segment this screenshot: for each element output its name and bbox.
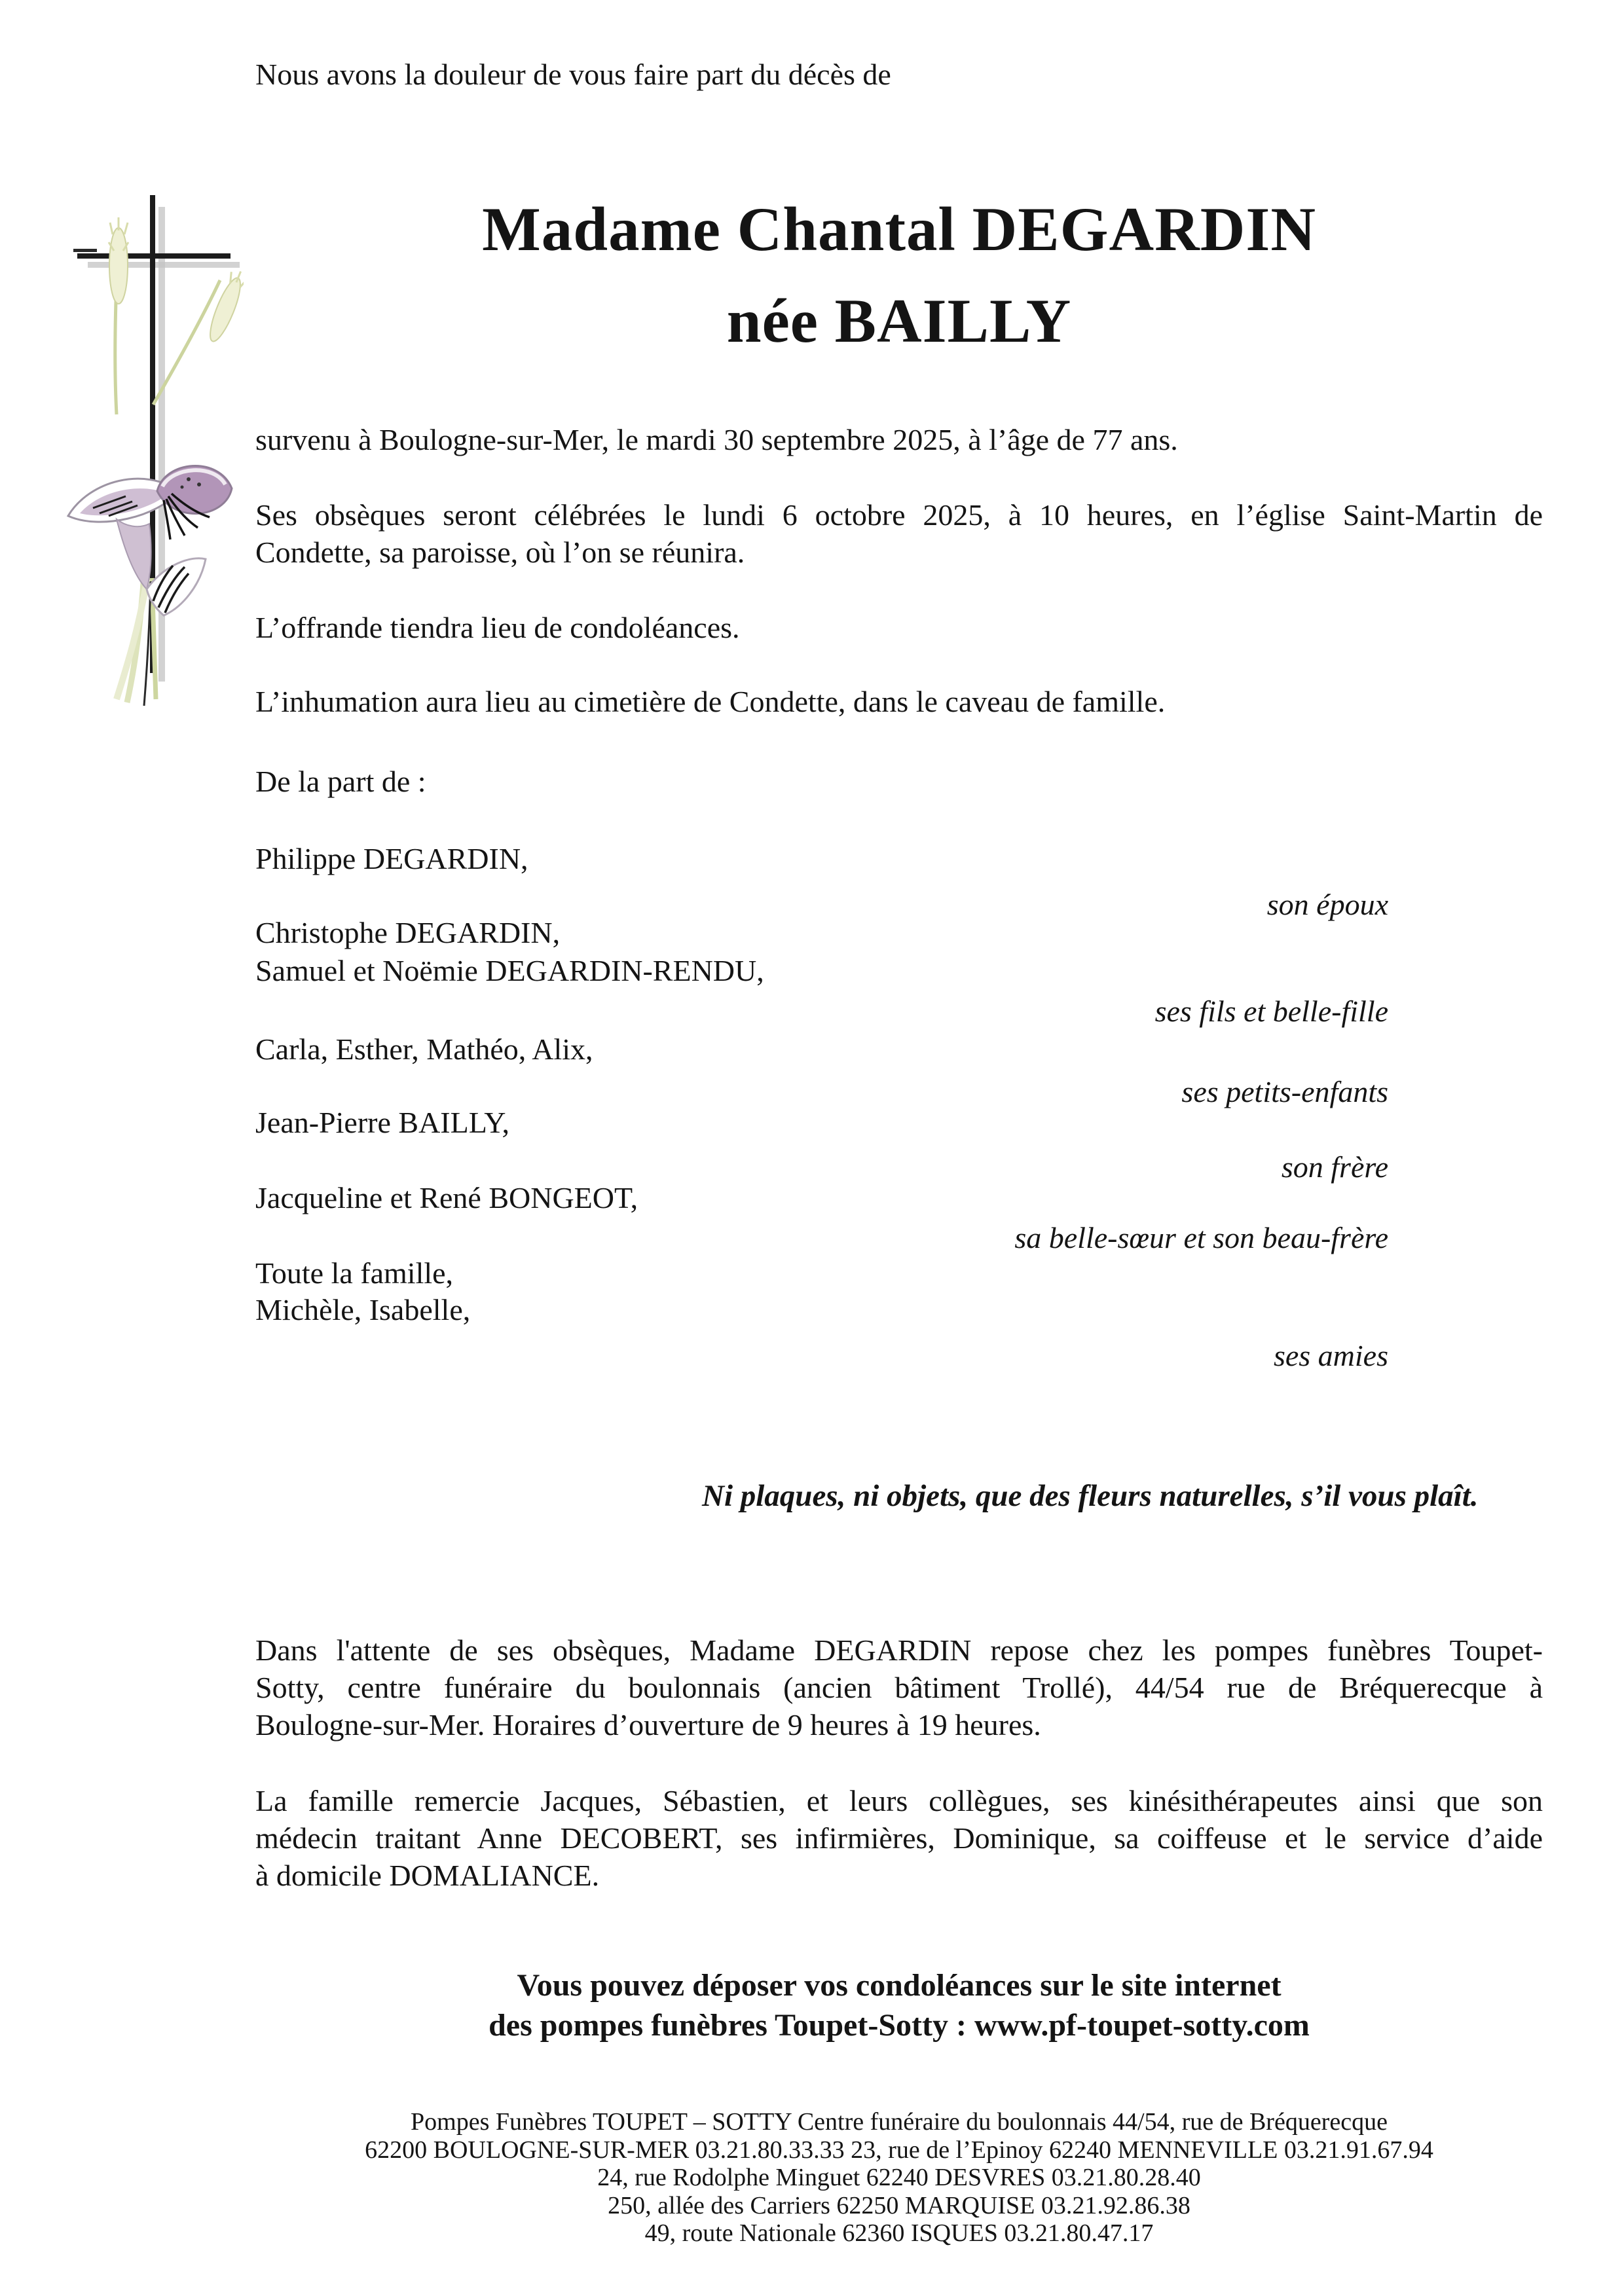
lily-funnel [117,519,151,589]
footer-line-4: 250, allée des Carriers 62250 MARQUISE 03.21.92.86.38 [608,2191,1190,2219]
flowers-only-note: Ni plaques, ni objets, que des fleurs naturelles, s’il vous plaît. [702,1479,1479,1513]
family-name-line: Toute la famille, [255,1256,454,1290]
deceased-maiden-name: née BAILLY [726,286,1072,355]
thanks-line-1: La famille remercie Jacques, Sébastien, et leurs collègues, ses kinésithérapeutes ainsi que son [255,1784,1543,1817]
burial-line: L’inhumation aura lieu au cimetière de Condette, dans le caveau de famille. [255,685,1166,718]
intro-line: Nous avons la douleur de vous faire part du décès de [255,58,891,91]
family-relation-line: ses amies [1273,1339,1388,1372]
family-name-line: Philippe DEGARDIN, [255,842,528,875]
funeral-line-2: Condette, sa paroisse, où l’on se réunira. [255,536,745,569]
cross-flowers-graphic [54,189,244,712]
lily-spot-1 [187,477,191,481]
lily-lower-petal [147,558,206,615]
footer-line-1: Pompes Funèbres TOUPET – SOTTY Centre funéraire du boulonnais 44/54, rue de Bréquerecque [411,2108,1388,2136]
funeral-home-footer [193,2108,1605,2248]
family-relation-line: son frère [1281,1150,1388,1184]
memorial-artwork [54,189,244,712]
repose-line-2: Sotty, centre funéraire du boulonnais (ancien bâtiment Trollé), 44/54 rue de Bréquerecque à [255,1671,1543,1704]
family-name-line: Jacqueline et René BONGEOT, [255,1181,638,1214]
thanks-line-3: à domicile DOMALIANCE. [255,1859,600,1892]
lily-petal-right [157,466,232,514]
family-relation-line: ses petits-enfants [1181,1075,1388,1108]
family-name-line: Christophe DEGARDIN, [255,916,561,949]
footer-line-5: 49, route Nationale 62360 ISQUES 03.21.80.47.17 [644,2219,1154,2247]
memorial-title [255,183,1543,367]
cross-left-tick [73,249,97,252]
family-name-line: Carla, Esther, Mathéo, Alix, [255,1032,593,1066]
death-date-line: survenu à Boulogne-sur-Mer, le mardi 30 septembre 2025, à l’âge de 77 ans. [255,423,1178,456]
repose-line-3: Boulogne-sur-Mer. Horaires d’ouverture de 9 heures à 19 heures. [255,1708,1041,1741]
deceased-name: Madame Chantal DEGARDIN [482,194,1316,264]
cross-horizontal-bar [77,253,231,259]
from-label: De la part de : [255,765,426,798]
family-relation-line: son époux [1266,888,1388,921]
wheat-ear-left [109,228,128,304]
family-name-line: Jean-Pierre BAILLY, [255,1106,509,1139]
family-name-line: Samuel et Noëmie DEGARDIN-RENDU, [255,954,764,987]
condolences-website-block [255,1965,1543,2045]
funeral-line-1: Ses obsèques seront célébrées le lundi 6 octobre 2025, à 10 heures, en l’église Saint-Martin de [255,498,1543,532]
family-relation-line: sa belle-sœur et son beau-frère [1014,1221,1388,1254]
thanks-paragraph [255,1782,1543,1894]
funeral-paragraph [255,496,1543,571]
repose-paragraph [255,1631,1543,1743]
family-relation-line: ses fils et belle-fille [1154,994,1388,1028]
lily-spot-2 [197,483,201,486]
lily-spot-3 [181,486,184,489]
thanks-line-2: médecin traitant Anne DECOBERT, ses infirmières, Dominique, sa coiffeuse et le service d’aide [255,1821,1543,1855]
footer-line-2: 62200 BOULOGNE-SUR-MER 03.21.80.33.33 23, rue de l’Epinoy 62240 MENNEVILLE 03.21.91.67.94 [365,2136,1433,2164]
offering-line: L’offrande tiendra lieu de condoléances. [255,611,740,644]
condolences-line-2: des pompes funèbres Toupet-Sotty : www.pf-toupet-sotty.com [489,2008,1310,2043]
wheat-ear-right [204,268,244,345]
family-name-line: Michèle, Isabelle, [255,1293,471,1326]
footer-line-3: 24, rue Rodolphe Minguet 62240 DESVRES 03.21.80.28.40 [597,2164,1201,2191]
repose-line-1: Dans l'attente de ses obsèques, Madame DEGARDIN repose chez les pompes funèbres Toupet- [255,1633,1543,1667]
condolences-line-1: Vous pouvez déposer vos condoléances sur le site internet [517,1968,1282,2003]
